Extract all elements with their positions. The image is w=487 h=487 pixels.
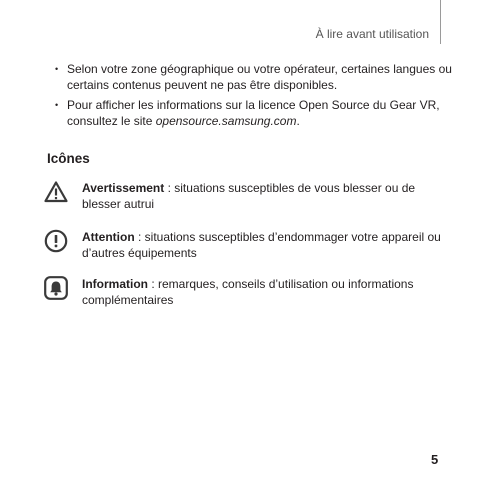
opensource-link[interactable]: opensource.samsung.com [155, 114, 297, 128]
bullet-item-availability [55, 61, 455, 93]
bullet-dot: • [55, 64, 59, 74]
bullet-list [55, 61, 455, 133]
icon-legend-warning [44, 180, 450, 220]
bullet-dot: • [55, 100, 59, 110]
icons-section-title: Icônes [47, 151, 90, 166]
icon-legend-text [82, 229, 447, 261]
term-information: Information [82, 277, 148, 291]
description-caution: : situations susceptibles d’endommager votre appareil ou d’autres équipements [82, 230, 441, 260]
term-warning: Avertissement [82, 181, 165, 195]
page-number: 5 [431, 452, 439, 467]
caution-exclamation-icon [44, 229, 68, 253]
icon-legend-text [82, 180, 447, 212]
header-divider [440, 0, 441, 44]
information-bell-icon [44, 276, 68, 300]
icon-legend-caution [44, 229, 450, 269]
description-warning: : situations susceptibles de vous blesser ou de blesser autrui [82, 181, 416, 211]
description-information: : remarques, conseils d’utilisation ou informations complémentaires [82, 277, 414, 307]
warning-triangle-icon [44, 180, 68, 204]
bullet-item-open-source [55, 97, 455, 129]
bullet-text-end: . [296, 114, 300, 128]
icon-legend-information [44, 276, 450, 316]
header-section-title: À lire avant utilisation [315, 27, 429, 41]
bullet-text: Pour afficher les informations sur la licence Open Source du Gear VR, consultez le site [67, 98, 440, 128]
bullet-text: Selon votre zone géographique ou votre opérateur, certaines langues ou certains contenus peuvent ne pas être disponibles. [67, 62, 452, 92]
icon-legend-text [82, 276, 447, 308]
term-caution: Attention [82, 230, 135, 244]
